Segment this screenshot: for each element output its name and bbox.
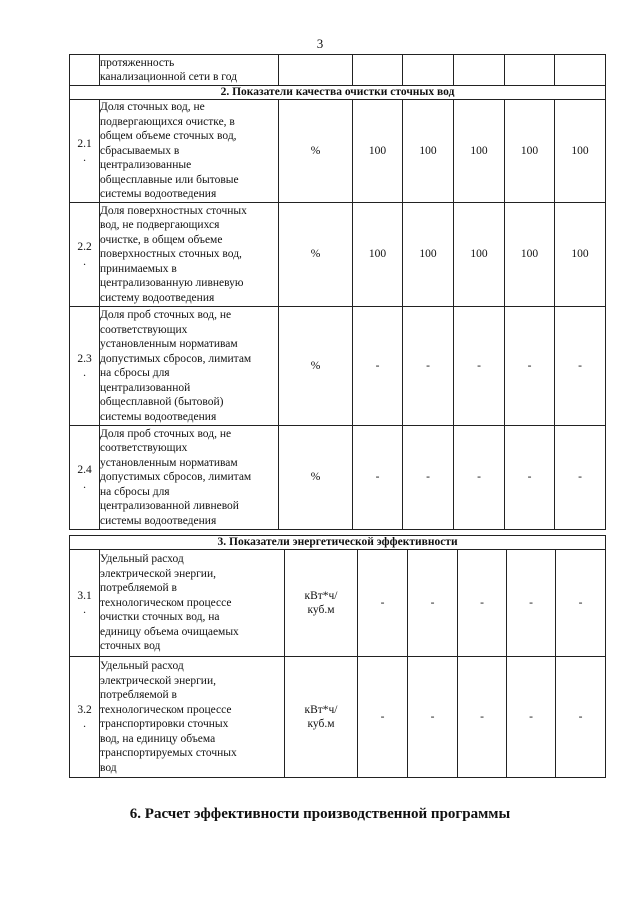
value-cell: - [408, 550, 458, 657]
value-cell: 100 [403, 100, 454, 203]
row-number: 2.3 . [70, 307, 100, 426]
row-name: Доля поверхностных сточных вод, не подвергающихся очистке, в общем объеме поверхностных сточных вод, принимаемых в централизованную ливневую систему водоотведения [100, 203, 279, 307]
section-6-heading: 6. Расчет эффективности производственной программы [129, 806, 511, 822]
value-cell: - [358, 657, 408, 778]
value-cell: - [403, 426, 454, 530]
value-cell: - [507, 550, 556, 657]
table-row [70, 426, 606, 530]
value-cell: - [556, 550, 606, 657]
row-name: протяженность канализационной сети в год [100, 55, 279, 86]
table-row-continued [70, 55, 606, 86]
section-2-title: 2. Показатели качества очистки сточных вод [70, 86, 606, 100]
value-cell: - [403, 307, 454, 426]
value-cell: - [408, 657, 458, 778]
unit-cell: % [279, 203, 353, 307]
indicators-table-section-3 [69, 535, 606, 778]
row-number: 2.1 . [70, 100, 100, 203]
value-cell: - [458, 550, 507, 657]
value-cell: 100 [505, 203, 555, 307]
value-cell: - [505, 307, 555, 426]
value-cell: - [353, 426, 403, 530]
page-number: 3 [316, 36, 324, 51]
value-cell: - [458, 657, 507, 778]
value-cell: - [353, 307, 403, 426]
row-name: Доля сточных вод, не подвергающихся очистке, в общем объеме сточных вод, сбрасываемых в централизованные общесплавные или бытовые системы водоотведения [100, 100, 279, 203]
unit-cell: кВт*ч/ куб.м [285, 657, 358, 778]
section-3-title: 3. Показатели энергетической эффективности [70, 536, 606, 550]
table-row [70, 657, 606, 778]
row-number: 2.4 . [70, 426, 100, 530]
section-2-header-row [70, 86, 606, 100]
value-cell: 100 [555, 100, 606, 203]
value-cell: - [555, 426, 606, 530]
table-row [70, 550, 606, 657]
row-name: Доля проб сточных вод, не соответствующих установленным нормативам допустимых сбросов, лимитам на сбросы для централизованной общесплавной (бытовой) системы водоотведения [100, 307, 279, 426]
value-cell: - [505, 426, 555, 530]
value-cell: 100 [353, 203, 403, 307]
value-cell: - [555, 307, 606, 426]
row-name: Удельный расход электрической энергии, потребляемой в технологическом процессе очистки сточных вод, на единицу объема очищаемых сточных вод [100, 550, 285, 657]
row-name: Доля проб сточных вод, не соответствующих установленным нормативам допустимых сбросов, лимитам на сбросы для централизованной ливневой системы водоотведения [100, 426, 279, 530]
indicators-table-section-2 [69, 54, 606, 530]
value-cell: - [556, 657, 606, 778]
value-cell: 100 [505, 100, 555, 203]
value-cell: 100 [403, 203, 454, 307]
unit-cell: % [279, 426, 353, 530]
value-cell: - [507, 657, 556, 778]
row-name: Удельный расход электрической энергии, потребляемой в технологическом процессе транспортировки сточных вод, на единицу объема транспортируемых сточных вод [100, 657, 285, 778]
value-cell: - [454, 307, 505, 426]
row-number: 3.2 . [70, 657, 100, 778]
table-row [70, 203, 606, 307]
value-cell: 100 [555, 203, 606, 307]
value-cell: 100 [353, 100, 403, 203]
row-number: 2.2 . [70, 203, 100, 307]
value-cell: - [358, 550, 408, 657]
section-3-header-row [70, 536, 606, 550]
value-cell: 100 [454, 203, 505, 307]
value-cell: 100 [454, 100, 505, 203]
value-cell: - [454, 426, 505, 530]
unit-cell: % [279, 100, 353, 203]
unit-cell: кВт*ч/ куб.м [285, 550, 358, 657]
unit-cell: % [279, 307, 353, 426]
table-row [70, 307, 606, 426]
table-row [70, 100, 606, 203]
row-number: 3.1 . [70, 550, 100, 657]
